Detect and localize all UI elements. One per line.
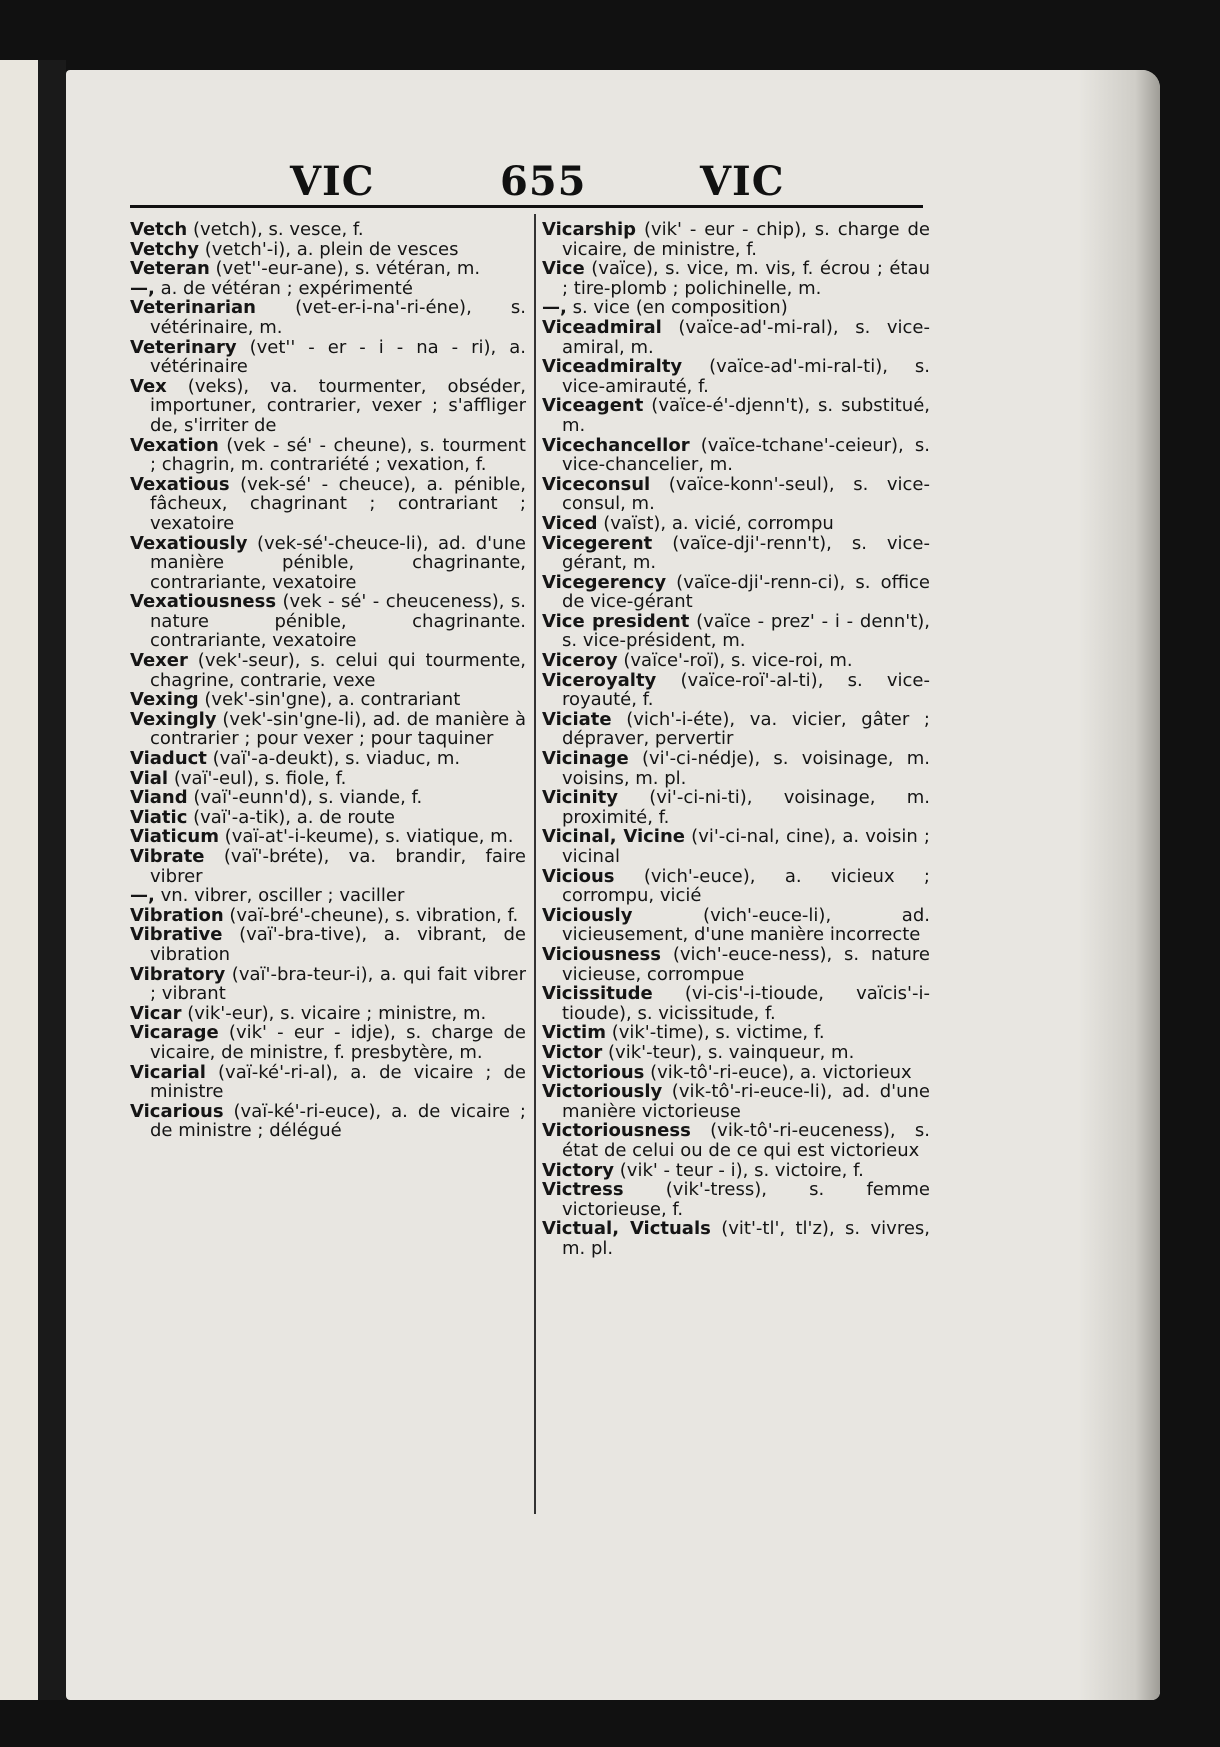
- entry-headword: Viaduct: [130, 748, 207, 770]
- dictionary-entry: [542, 1082, 930, 1121]
- entry-definition: (vaï'-bra-tive), a. vibrant, de vibration: [150, 924, 526, 965]
- dictionary-entry: [542, 1219, 930, 1258]
- dictionary-entry: [130, 338, 526, 377]
- entry-headword: Vice president: [542, 610, 690, 632]
- entry-definition: (vaïce'-roï), s. vice-roi, m.: [617, 650, 853, 672]
- dictionary-entry: [542, 318, 930, 357]
- entry-definition: (vaïce-ad'-mi-ral), s. vice-amiral, m.: [562, 316, 930, 358]
- dictionary-entry: [542, 514, 930, 534]
- dictionary-entry: [130, 847, 526, 886]
- entry-headword: —,: [130, 277, 155, 299]
- entry-definition: vn. vibrer, osciller ; vaciller: [154, 885, 405, 907]
- entry-headword: Vice: [542, 258, 585, 280]
- entry-definition: (vi-cis'-i-tioude, vaïcis'-i-tioude), s. vicissitude, f.: [562, 983, 930, 1024]
- entry-definition: s. vice (en composition): [566, 297, 788, 319]
- dictionary-entry: [542, 1023, 930, 1043]
- dictionary-entry: [130, 808, 526, 828]
- header-rule: [130, 205, 923, 208]
- entry-headword: Vicinity: [542, 787, 618, 809]
- entry-definition: (vit'-tl', tl'z), s. vivres, m. pl.: [562, 1218, 930, 1259]
- dictionary-entry: [130, 220, 526, 240]
- column-divider: [534, 214, 536, 1514]
- dictionary-entry: [130, 690, 526, 710]
- entry-headword: Vexing: [130, 689, 199, 711]
- entry-definition: (vich'-euce-ness), s. nature vicieuse, corrompue: [562, 943, 930, 985]
- dictionary-entry: [542, 671, 930, 710]
- entry-definition: (vaï-ké'-ri-al), a. de vicaire ; de ministre: [150, 1061, 526, 1103]
- entry-headword: Vexer: [130, 650, 188, 672]
- entry-headword: Vetchy: [130, 238, 199, 260]
- entry-headword: Vibratory: [130, 963, 226, 985]
- entry-headword: Vicegerent: [542, 532, 653, 554]
- dictionary-entry: [542, 1161, 930, 1181]
- dictionary-entry: [542, 475, 930, 514]
- dictionary-entry: [542, 827, 930, 866]
- entry-definition: (vetch'-i), a. plein de vesces: [198, 238, 459, 260]
- entry-headword: Vexatiously: [130, 532, 248, 554]
- entry-definition: (vaïce-ad'-mi-ral-ti), s. vice-amirauté, f.: [562, 356, 930, 397]
- entry-headword: Viceagent: [542, 395, 644, 417]
- entry-definition: (vik' - teur - i), s. victoire, f.: [614, 1159, 864, 1181]
- entry-headword: Vetch: [130, 219, 188, 240]
- entry-headword: Vexation: [130, 434, 219, 456]
- entry-definition: (vaïst), a. vicié, corrompu: [597, 512, 834, 534]
- dictionary-entry: [542, 1180, 930, 1219]
- entry-headword: Vicechancellor: [542, 434, 690, 456]
- entry-definition: (vik'-teur), s. vainqueur, m.: [602, 1041, 855, 1063]
- dictionary-entry: [130, 651, 526, 690]
- entry-definition: (veks), va. tourmenter, obséder, importuner, contrarier, vexer ; s'affliger de, s'irriter de: [150, 375, 526, 436]
- dictionary-entry: [542, 945, 930, 984]
- entry-definition: (vich'-euce), a. vicieux ; corrompu, vicié: [562, 865, 930, 907]
- entry-headword: Viceroy: [542, 650, 618, 672]
- dictionary-entry: [542, 984, 930, 1023]
- dictionary-entry: [130, 965, 526, 1004]
- entry-definition: (vet-er-i-na'-ri-éne), s. vétérinaire, m.: [150, 297, 526, 338]
- left-column: [130, 220, 526, 1141]
- entry-definition: (vaïce - prez' - i - denn't), s. vice-président, m.: [562, 610, 930, 652]
- dictionary-entry: [130, 377, 526, 436]
- entry-headword: Vicarial: [130, 1061, 206, 1083]
- dictionary-entry: [542, 710, 930, 749]
- entry-headword: Viciousness: [542, 943, 661, 965]
- dictionary-entry: [542, 612, 930, 651]
- entry-headword: Vex: [130, 375, 167, 397]
- entry-headword: Vial: [130, 767, 169, 789]
- entry-headword: Vicarage: [130, 1022, 219, 1044]
- entry-definition: (vaï-ké'-ri-euce), a. de vicaire ; de ministre ; délégué: [150, 1100, 526, 1142]
- entry-headword: Vexatious: [130, 473, 230, 495]
- entry-definition: (vik' - eur - idje), s. charge de vicaire, de ministre, f. presbytère, m.: [150, 1022, 526, 1063]
- entry-definition: (vi'-ci-nédje), s. voisinage, m. voisins, m. pl.: [562, 748, 930, 789]
- dictionary-entry: [130, 240, 526, 260]
- entry-headword: —,: [542, 297, 567, 319]
- dictionary-entry: [130, 906, 526, 926]
- entry-headword: Victorious: [542, 1061, 645, 1083]
- entry-definition: (vi'-ci-nal, cine), a. voisin ; vicinal: [562, 826, 930, 867]
- entry-definition: (vaï'-eul), s. fiole, f.: [168, 767, 347, 789]
- entry-headword: Viciate: [542, 708, 612, 730]
- entry-headword: Victoriously: [542, 1081, 663, 1103]
- entry-headword: Vexingly: [130, 708, 217, 730]
- dictionary-entry: [542, 220, 930, 259]
- dictionary-entry: [130, 925, 526, 964]
- entry-headword: Victory: [542, 1159, 615, 1181]
- entry-definition: (vaï'-eunn'd), s. viande, f.: [187, 787, 423, 809]
- entry-headword: Viced: [542, 512, 598, 534]
- entry-headword: Vicissitude: [542, 983, 653, 1005]
- entry-headword: Vicarship: [542, 219, 637, 240]
- entry-headword: Vicar: [130, 1002, 182, 1024]
- dictionary-entry: [542, 1063, 930, 1083]
- entry-headword: Vibrate: [130, 846, 205, 867]
- entry-headword: Vicinage: [542, 748, 629, 770]
- dictionary-entry: [130, 534, 526, 593]
- dictionary-entry: [542, 436, 930, 475]
- dictionary-entry: [130, 827, 526, 847]
- entry-definition: (vi'-ci-ni-ti), voisinage, m. proximité, f.: [562, 787, 930, 828]
- dictionary-entry: [542, 906, 930, 945]
- dictionary-entry: [130, 475, 526, 534]
- entry-definition: (vaïce-roï'-al-ti), s. vice-royauté, f.: [562, 669, 930, 711]
- entry-definition: (vet''-eur-ane), s. vétéran, m.: [209, 258, 481, 280]
- entry-headword: Viceadmiralty: [542, 356, 683, 378]
- dictionary-entry: [542, 357, 930, 396]
- entry-headword: Veterinary: [130, 336, 237, 358]
- header-right-guide-word: VIC: [700, 158, 785, 205]
- entry-headword: Victor: [542, 1041, 603, 1063]
- entry-definition: (vaï'-a-deukt), s. viaduc, m.: [206, 748, 461, 770]
- page-header: [130, 158, 930, 218]
- entry-headword: Viatic: [130, 806, 188, 828]
- dictionary-entry: [542, 1121, 930, 1160]
- entry-headword: Victoriousness: [542, 1120, 691, 1142]
- entry-headword: Vicegerency: [542, 571, 667, 593]
- entry-definition: a. de vétéran ; expérimenté: [154, 277, 413, 299]
- book-spine: [38, 60, 66, 1700]
- dictionary-entry: [542, 651, 930, 671]
- entry-definition: (vetch), s. vesce, f.: [187, 219, 364, 240]
- page-edge-shadow: [1078, 70, 1160, 1700]
- dictionary-entry: [130, 259, 526, 279]
- dictionary-entry: [130, 592, 526, 651]
- dictionary-entry: [130, 1023, 526, 1062]
- entry-definition: (vaï-bré'-cheune), s. vibration, f.: [223, 904, 519, 926]
- entry-headword: Viceroyalty: [542, 669, 657, 691]
- entry-headword: Veteran: [130, 258, 210, 280]
- dictionary-entry: [130, 436, 526, 475]
- entry-definition: (vaïce), s. vice, m. vis, f. écrou ; étau ; tire-plomb ; polichinelle, m.: [562, 258, 930, 299]
- dictionary-entry: [130, 769, 526, 789]
- entry-headword: Victual, Victuals: [542, 1218, 711, 1240]
- entry-headword: Viand: [130, 787, 188, 809]
- entry-headword: Veterinarian: [130, 297, 256, 319]
- dictionary-entry: [130, 1102, 526, 1141]
- entry-definition: (vek-sé' - cheuce), a. pénible, fâcheux, chagrinant ; contrariant ; vexatoire: [150, 473, 526, 534]
- entry-headword: Vicinal, Vicine: [542, 826, 685, 848]
- dictionary-entry: [542, 396, 930, 435]
- header-left-guide-word: VIC: [290, 158, 375, 205]
- entry-definition: (vek-sé'-cheuce-li), ad. d'une manière pénible, chagrinante, contrariante, vexatoire: [150, 532, 526, 593]
- entry-headword: Vibrative: [130, 924, 223, 946]
- entry-definition: (vaï'-a-tik), a. de route: [187, 806, 395, 828]
- dictionary-entry: [130, 298, 526, 337]
- entry-definition: (vaïce-é'-djenn't), s. substitué, m.: [562, 395, 930, 436]
- entry-headword: Victim: [542, 1022, 606, 1044]
- entry-definition: (vaïce-dji'-renn-ci), s. office de vice-gérant: [562, 571, 930, 613]
- dictionary-entry: [542, 749, 930, 788]
- entry-definition: (vich'-i-éte), va. vicier, gâter ; dépraver, pervertir: [562, 708, 930, 750]
- dictionary-entry: [130, 886, 526, 906]
- entry-headword: Vibration: [130, 904, 224, 926]
- dictionary-entry: [542, 573, 930, 612]
- entry-definition: (vik' - eur - chip), s. charge de vicaire, de ministre, f.: [562, 219, 930, 260]
- entry-definition: (vik'-tress), s. femme victorieuse, f.: [562, 1179, 930, 1220]
- entry-definition: (vet'' - er - i - na - ri), a. vétérinaire: [150, 336, 526, 378]
- entry-definition: (vik'-time), s. victime, f.: [605, 1022, 825, 1044]
- dictionary-entry: [130, 279, 526, 299]
- dictionary-entry: [542, 788, 930, 827]
- entry-definition: (vich'-euce-li), ad. vicieusement, d'une manière incorrecte: [562, 904, 930, 946]
- dictionary-entry: [542, 259, 930, 298]
- dictionary-entry: [130, 749, 526, 769]
- dictionary-entry: [130, 710, 526, 749]
- entry-definition: (vek'-sin'gne-li), ad. de manière à contrarier ; pour vexer ; pour taquiner: [150, 708, 526, 750]
- dictionary-entry: [130, 788, 526, 808]
- dictionary-entry: [542, 298, 930, 318]
- entry-headword: Victress: [542, 1179, 624, 1201]
- entry-headword: Viciously: [542, 904, 633, 926]
- entry-definition: (vik-tô'-ri-euce-li), ad. d'une manière victorieuse: [562, 1081, 930, 1122]
- dictionary-entry: [130, 1004, 526, 1024]
- entry-definition: (vik-tô'-ri-euce), a. victorieux: [644, 1061, 912, 1083]
- dictionary-entry: [130, 1063, 526, 1102]
- dictionary-entry: [542, 1043, 930, 1063]
- page-number: 655: [500, 158, 587, 205]
- entry-definition: (vek - sé' - cheune), s. tourment ; chagrin, m. contrariété ; vexation, f.: [150, 434, 526, 476]
- entry-definition: (vaïce-konn'-seul), s. vice-consul, m.: [562, 473, 930, 515]
- entry-definition: (vaïce-tchane'-ceieur), s. vice-chancelier, m.: [562, 434, 930, 476]
- entry-definition: (vaï'-bra-teur-i), a. qui fait vibrer ; vibrant: [150, 963, 526, 1005]
- entry-headword: Viceconsul: [542, 473, 651, 495]
- entry-definition: (vik'-eur), s. vicaire ; ministre, m.: [181, 1002, 487, 1024]
- entry-definition: (vek'-seur), s. celui qui tourmente, chagrine, contrarie, vexe: [150, 650, 526, 691]
- entry-definition: (vek - sé' - cheuceness), s. nature pénible, chagrinante. contrariante, vexatoire: [150, 591, 526, 652]
- entry-definition: (vik-tô'-ri-euceness), s. état de celui ou de ce qui est victorieux: [562, 1120, 930, 1161]
- right-column: [542, 220, 930, 1258]
- entry-headword: —,: [130, 885, 155, 907]
- entry-headword: Viaticum: [130, 826, 219, 848]
- entry-definition: (vaï-at'-i-keume), s. viatique, m.: [218, 826, 514, 848]
- entry-definition: (vaïce-dji'-renn't), s. vice-gérant, m.: [562, 532, 930, 574]
- entry-definition: (vaï'-bréte), va. brandir, faire vibrer: [150, 846, 526, 887]
- dictionary-entry: [542, 867, 930, 906]
- entry-headword: Vexatiousness: [130, 591, 277, 613]
- dictionary-entry: [542, 534, 930, 573]
- entry-definition: (vek'-sin'gne), a. contrariant: [198, 689, 461, 711]
- entry-headword: Vicarious: [130, 1100, 224, 1122]
- entry-headword: Viceadmiral: [542, 316, 662, 338]
- entry-headword: Vicious: [542, 865, 615, 887]
